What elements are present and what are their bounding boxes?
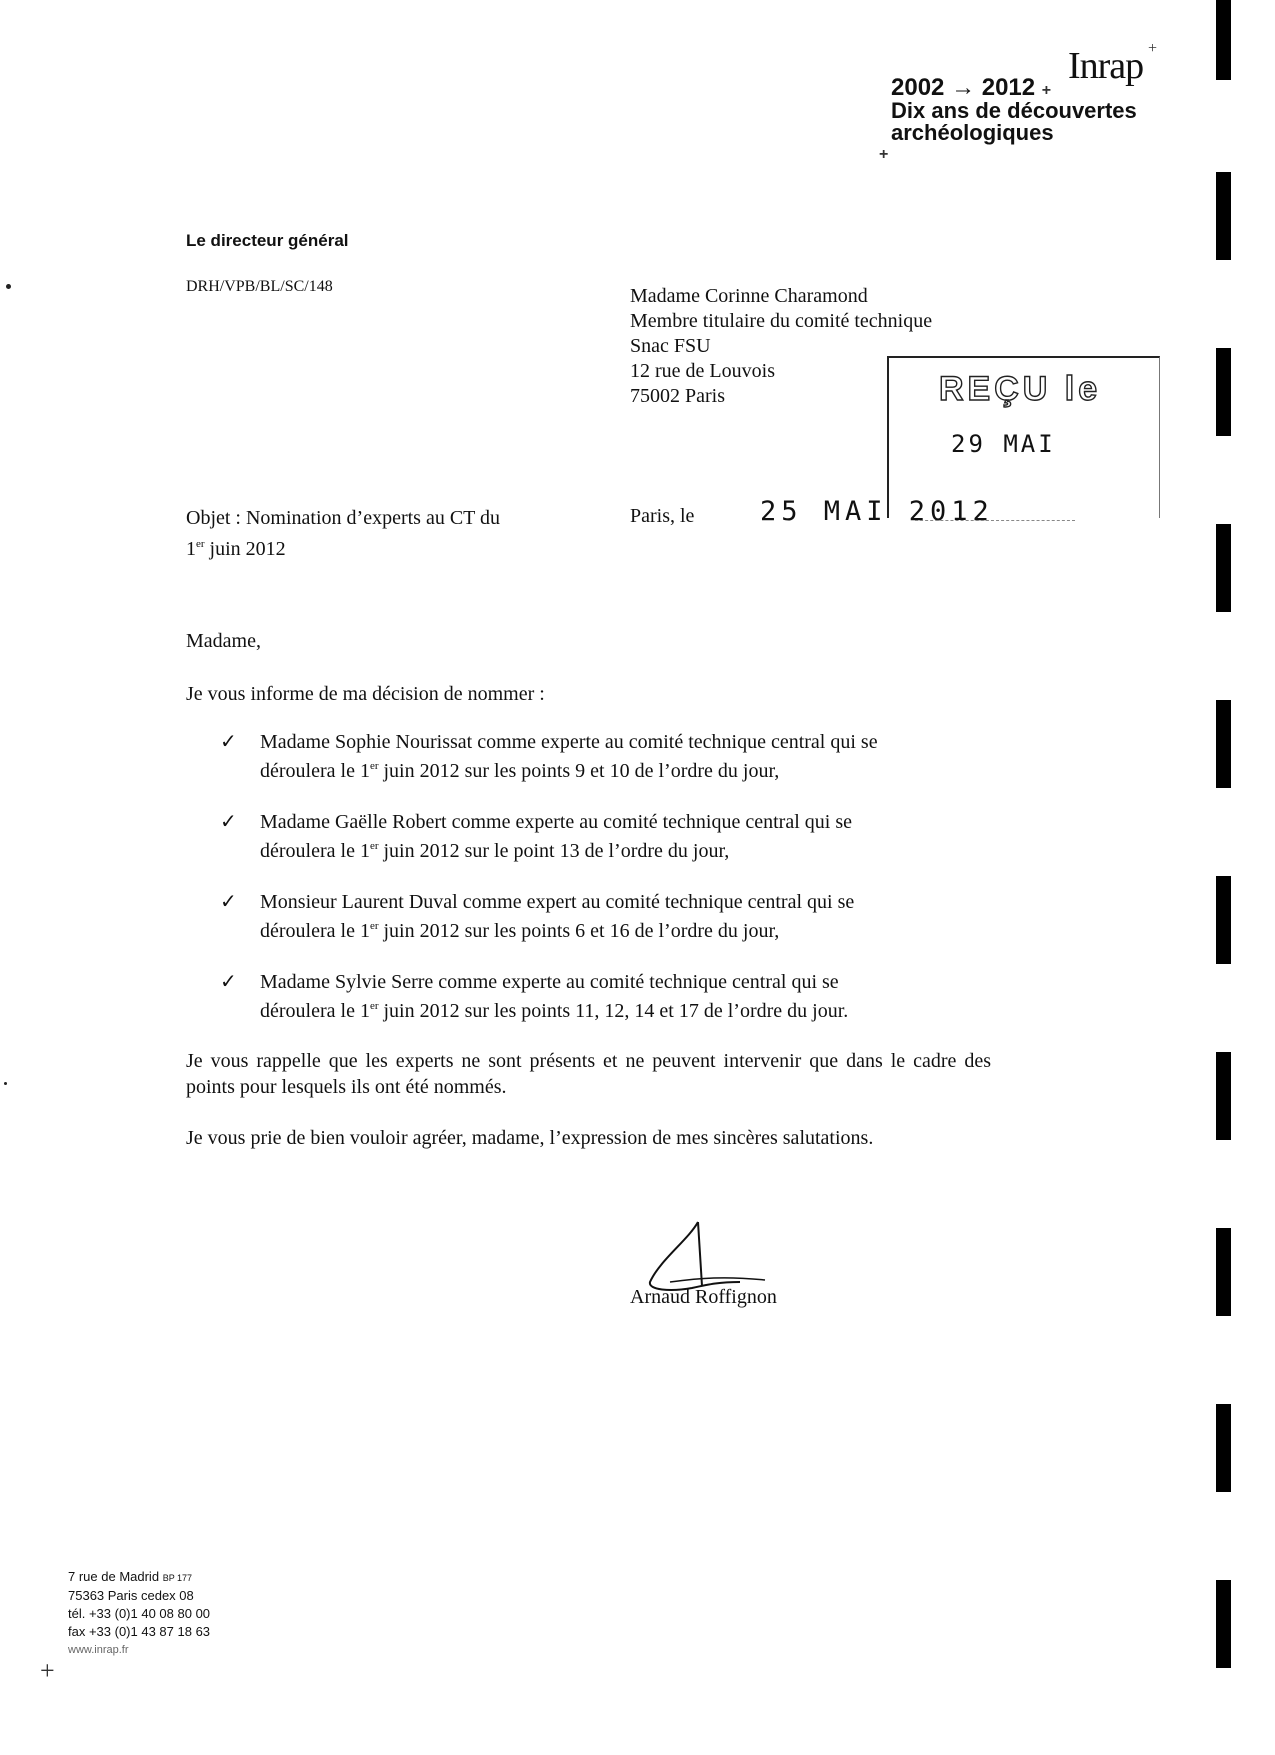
address-line: 75002 Paris [630,385,725,407]
scan-bar [1216,1228,1231,1316]
plus-mark-icon: + [1041,82,1052,99]
address-line: Membre titulaire du comité technique [630,310,933,332]
scan-bar [1216,524,1231,612]
sender-title: Le directeur général [186,231,349,250]
list-item-text: Monsieur Laurent Duval comme expert au comité technique central qui se déroulera le 1er juin 2012 sur les points 6 et 16 de l’ordre du jour, [260,891,855,942]
footer-website: www.inrap.fr [68,1644,129,1656]
intro-paragraph: Je vous informe de ma décision de nommer : [186,683,545,705]
list-item-text: Madame Sylvie Serre comme experte au comité technique central qui se déroulera le 1er juin 2012 sur les points 11, 12, 14 et 17 de l’ordre du jour. [260,971,849,1022]
check-icon: ✓ [220,811,237,833]
reminder-paragraph: Je vous rappelle que les experts ne sont présents et ne peuvent intervenir que dans le cadre des points pour lesquels ils ont été nommés. [186,1050,991,1098]
address-line: Madame Corinne Charamond [630,285,868,307]
list-item [220,890,990,943]
tagline-line: archéologiques [891,120,1054,145]
footer-city: 75363 Paris cedex 08 [68,1588,194,1603]
scan-dot [6,284,11,289]
scan-bar [1216,172,1231,260]
scan-bar [1216,348,1231,436]
list-item [220,810,990,863]
list-item-text: Madame Sophie Nourissat comme experte au comité technique central qui se déroulera le 1er juin 2012 sur les points 9 et 10 de l’ordre du jour, [260,731,878,782]
check-icon: ✓ [220,731,237,753]
address-line: 12 rue de Louvois [630,360,775,382]
reference-number: DRH/VPB/BL/SC/148 [186,278,333,295]
salutation: Madame, [186,630,261,652]
plus-mark-icon: + [40,1656,55,1685]
footer-phone: tél. +33 (0)1 40 08 80 00 [68,1606,211,1621]
plus-mark-icon: + [1148,40,1158,57]
signer-name: Arnaud Roffignon [630,1286,777,1308]
scan-dot [4,1082,7,1085]
check-icon: ✓ [220,971,237,993]
footer-fax: fax +33 (0)1 43 87 18 63 [68,1624,211,1639]
scan-bar [1216,1052,1231,1140]
scan-bar [1216,876,1231,964]
footer-address [68,1568,210,1659]
stamp-label: REÇU le [939,370,1102,408]
anniversary-tagline [879,98,1137,166]
stamp-date: 29 MAI [951,430,1056,458]
years-from: 2002 [891,74,945,101]
subject-date: 1er juin 2012 [186,538,286,560]
address-line: Snac FSU [630,335,711,357]
check-icon: ✓ [220,891,237,913]
subject-text: Objet : Nomination d’experts au CT du [186,507,501,529]
subject-line [186,505,500,562]
brand-logo: Inrap [1068,45,1144,87]
date-stamp: 25 MAI 2012 [760,496,994,527]
scan-bar [1216,0,1231,80]
dateline-place: Paris, le [630,505,695,527]
footer-street: 7 rue de Madrid BP 177 [68,1569,193,1584]
scan-bar [1216,700,1231,788]
closing-paragraph: Je vous prie de bien vouloir agréer, madame, l’expression de mes sincères salutations. [186,1127,874,1149]
received-stamp [887,356,1160,518]
list-item-text: Madame Gaëlle Robert comme experte au comité technique central qui se déroulera le 1er juin 2012 sur le point 13 de l’ordre du jour, [260,811,852,862]
plus-mark-icon: + [879,146,889,163]
list-item [220,970,990,1023]
scan-bar [1216,1580,1231,1668]
scan-bar [1216,1404,1231,1492]
list-item [220,730,990,783]
years-to: 2012 [981,74,1036,101]
tagline-line: Dix ans de découvertes [891,98,1137,123]
arrow-icon: → [951,74,976,101]
dotted-line [915,520,1075,521]
